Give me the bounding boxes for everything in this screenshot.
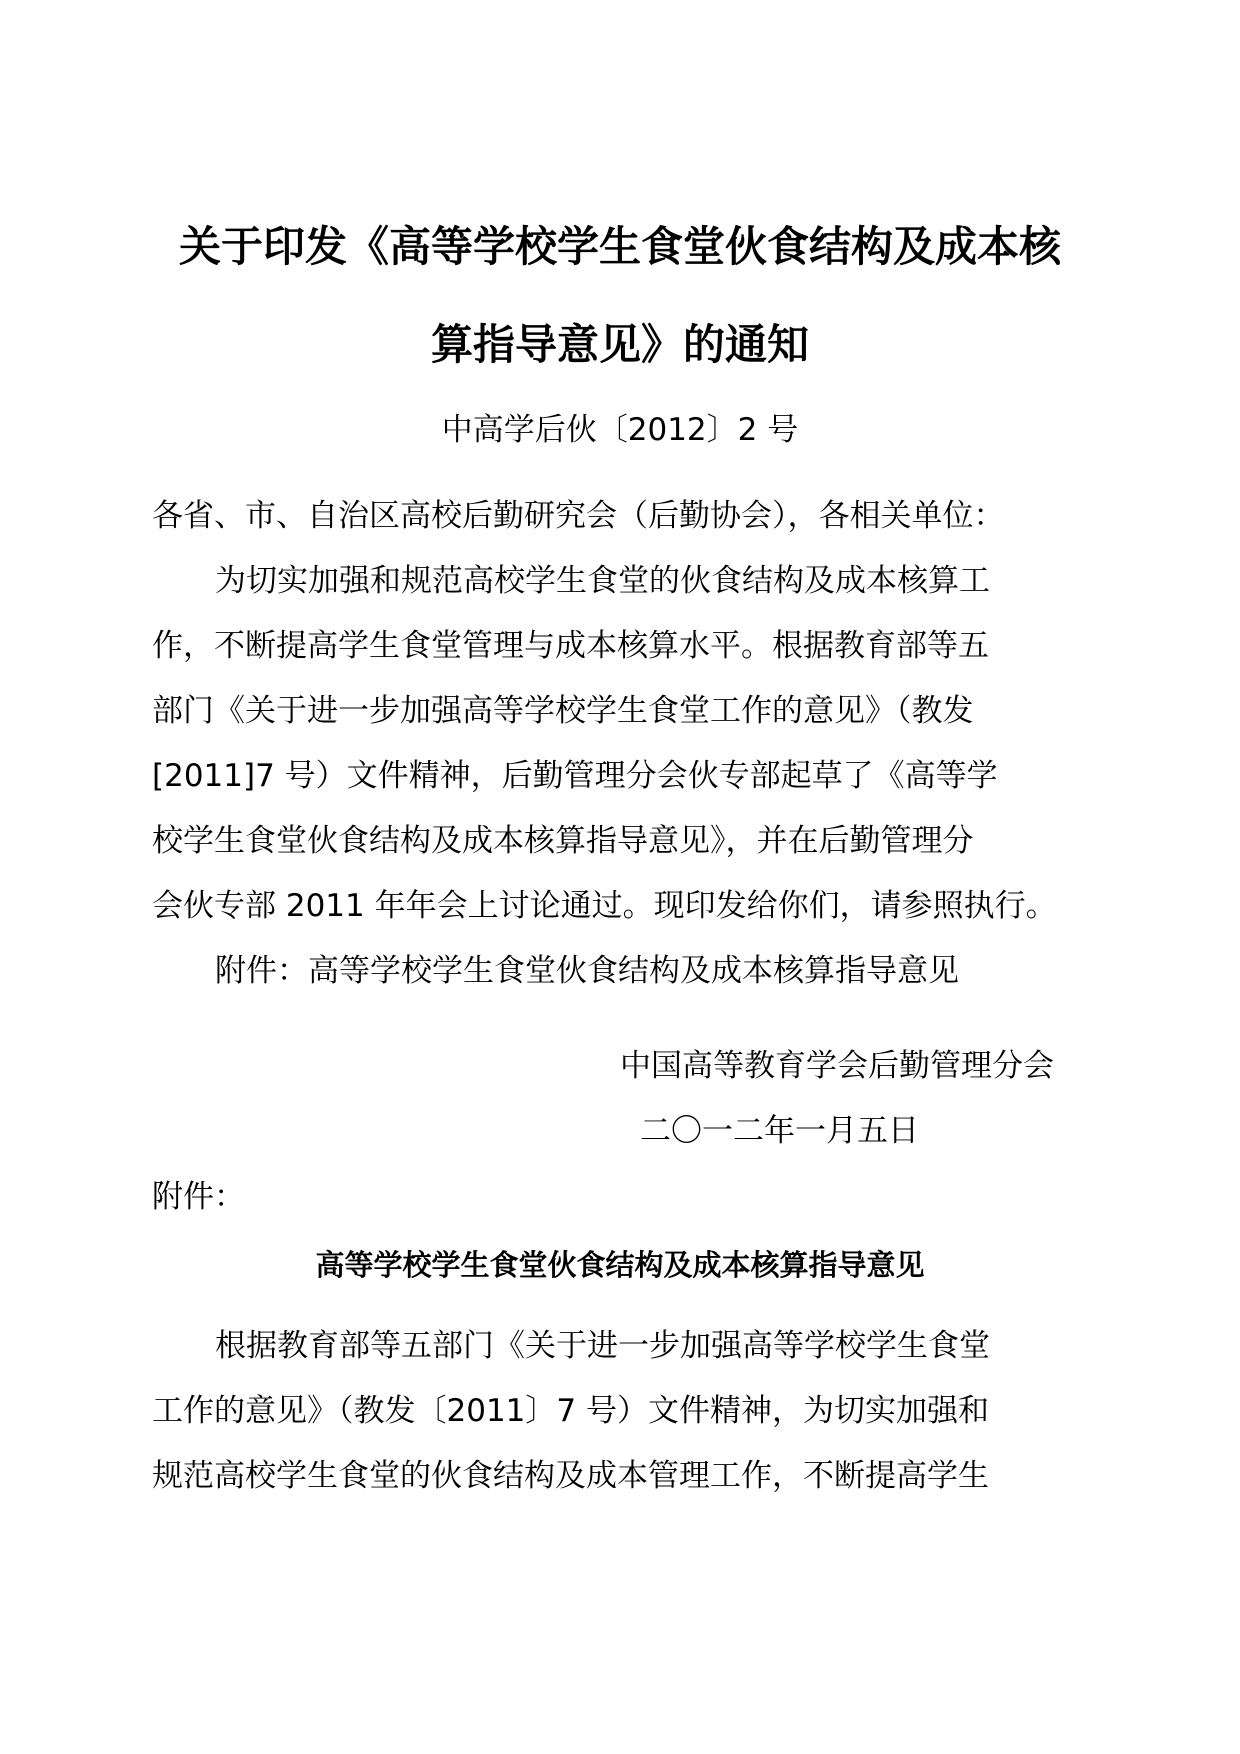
body-line: 作，不断提高学生食堂管理与成本核算水平。根据教育部等五: [152, 628, 989, 664]
body-line: 校学生食堂伙食结构及成本核算指导意见》，并在后勤管理分: [152, 823, 974, 859]
attachment-body-line: 工作的意见》（教发〔2011〕7 号）文件精神，为切实加强和: [152, 1393, 989, 1429]
salutation: 各省、市、自治区高校后勤研究会（后勤协会），各相关单位：: [152, 498, 1005, 534]
attachment-label: 附件：: [152, 1179, 245, 1215]
document-number: 中高学后伙〔2012〕2 号: [441, 412, 799, 448]
attachment-title: 高等学校学生食堂伙食结构及成本核算指导意见: [315, 1248, 925, 1282]
attachment-reference: 附件：高等学校学生食堂伙食结构及成本核算指导意见: [215, 953, 959, 989]
attachment-body-line: 规范高校学生食堂的伙食结构及成本管理工作，不断提高学生: [152, 1458, 989, 1494]
notice-title-line-1: 关于印发《高等学校学生食堂伙食结构及成本核: [178, 222, 1061, 271]
issue-date: 二〇一二年一月五日: [640, 1113, 919, 1149]
body-line: 会伙专部 2011 年年会上讨论通过。现印发给你们，请参照执行。: [152, 888, 1057, 924]
issuer-signature: 中国高等教育学会后勤管理分会: [620, 1048, 1054, 1084]
body-line: 为切实加强和规范高校学生食堂的伙食结构及成本核算工: [215, 563, 990, 599]
body-line: [2011]7 号）文件精神，后勤管理分会伙专部起草了《高等学: [152, 758, 998, 794]
notice-title-line-2: 算指导意见》的通知: [430, 320, 809, 369]
body-line: 部门《关于进一步加强高等学校学生食堂工作的意见》（教发: [152, 693, 974, 729]
attachment-body-line: 根据教育部等五部门《关于进一步加强高等学校学生食堂: [215, 1328, 990, 1364]
